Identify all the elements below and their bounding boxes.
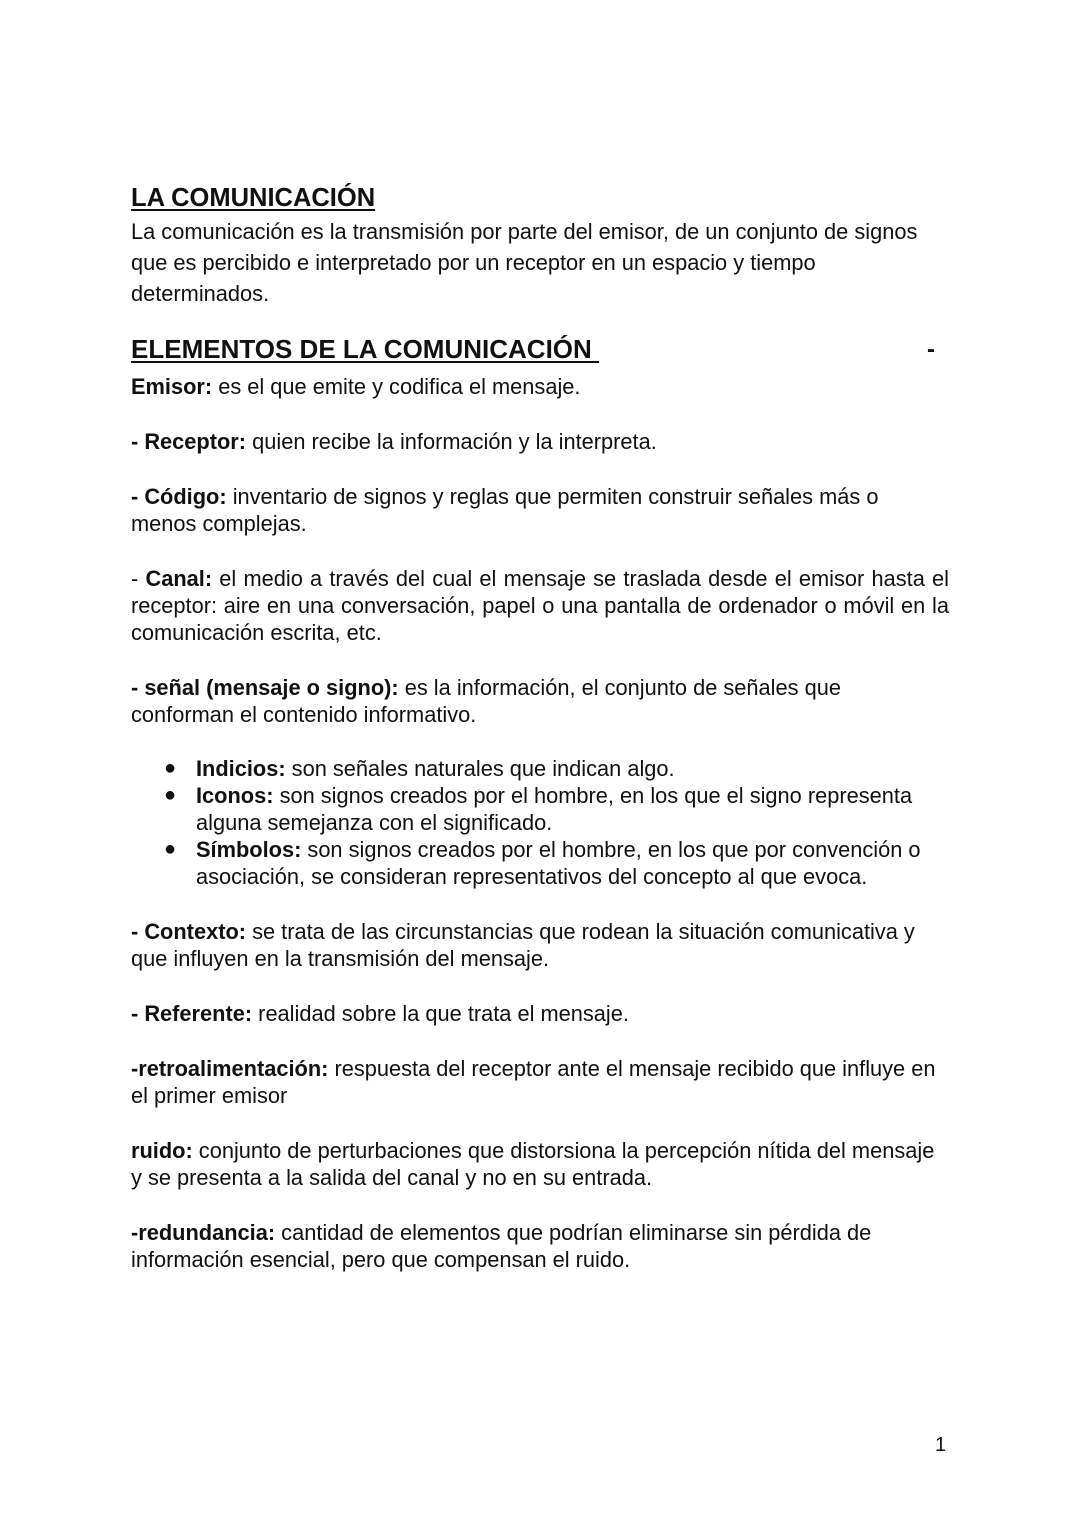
- item-contexto: [131, 918, 949, 972]
- item-term: -retroalimentación:: [131, 1056, 329, 1081]
- page-number: 1: [935, 1434, 947, 1456]
- item-term: ruido:: [131, 1138, 193, 1163]
- list-item: [164, 836, 949, 890]
- item-receptor: [131, 428, 949, 455]
- item-term: - señal (mensaje o signo):: [131, 675, 399, 700]
- document-body: [131, 180, 949, 1273]
- item-redundancia: [131, 1219, 949, 1273]
- item-term: Canal:: [145, 566, 213, 591]
- item-text: se trata de las circunstancias que rodean la situación comunicativa y que influyen en la transmisión del mensaje.: [131, 919, 915, 971]
- item-referente: [131, 1000, 949, 1027]
- bullet-icon: ●: [164, 784, 177, 806]
- item-term: Emisor:: [131, 374, 213, 399]
- item-text: cantidad de elementos que podrían eliminarse sin pérdida de información esencial, pero que compensan el ruido.: [131, 1220, 872, 1272]
- item-text: son signos creados por el hombre, en los que por convención o asociación, se consideran representativos del concepto al que evoca.: [196, 837, 921, 889]
- bullet-icon: ●: [164, 757, 177, 779]
- item-text: es el que emite y codifica el mensaje.: [212, 374, 581, 399]
- item-text: quien recibe la información y la interpreta.: [246, 429, 657, 454]
- list-item: [164, 755, 949, 782]
- item-text: realidad sobre la que trata el mensaje.: [252, 1001, 629, 1026]
- item-term: Símbolos:: [196, 837, 302, 862]
- item-retroalimentacion: [131, 1055, 949, 1109]
- item-text: inventario de signos y reglas que permiten construir señales más o menos complejas.: [131, 484, 879, 536]
- item-text: es la información, el conjunto de señales que conforman el contenido informativo.: [131, 675, 841, 727]
- list-item: [164, 782, 949, 836]
- item-senal: [131, 674, 949, 728]
- item-term: - Receptor:: [131, 429, 247, 454]
- item-prefix: -: [131, 566, 146, 591]
- item-codigo: [131, 483, 949, 537]
- item-term: - Código:: [131, 484, 227, 509]
- item-term: - Contexto:: [131, 919, 247, 944]
- sign-types-list: [131, 755, 949, 890]
- item-text: el medio a través del cual el mensaje se traslada desde el emisor hasta el receptor: aire en una conversación, papel o una pantalla de ordenador o móvil en la comunicación escrita, etc.: [131, 566, 949, 645]
- item-emisor: [131, 373, 949, 400]
- item-ruido: [131, 1137, 949, 1191]
- page-title: LA COMUNICACIÓN: [131, 184, 376, 212]
- section-trailing-dash: -: [927, 336, 935, 363]
- bullet-icon: ●: [164, 838, 177, 860]
- item-term: Indicios:: [196, 756, 286, 781]
- item-text: son señales naturales que indican algo.: [285, 756, 675, 781]
- item-canal: [131, 565, 949, 646]
- item-term: -redundancia:: [131, 1220, 276, 1245]
- item-text: respuesta del receptor ante el mensaje recibido que influye en el primer emisor: [131, 1056, 936, 1108]
- item-text: conjunto de perturbaciones que distorsiona la percepción nítida del mensaje y se presenta a la salida del canal y no en su entrada.: [131, 1138, 935, 1190]
- item-text: son signos creados por el hombre, en los que el signo representa alguna semejanza con el significado.: [196, 783, 913, 835]
- item-term: - Referente:: [131, 1001, 253, 1026]
- section-title: ELEMENTOS DE LA COMUNICACIÓN: [131, 334, 600, 364]
- intro-paragraph: La comunicación es la transmisión por parte del emisor, de un conjunto de signos que es percibido e interpretado por un receptor en un espacio y tiempo determinados.: [131, 219, 918, 306]
- section-heading-row: [131, 329, 949, 369]
- item-term: Iconos:: [196, 783, 274, 808]
